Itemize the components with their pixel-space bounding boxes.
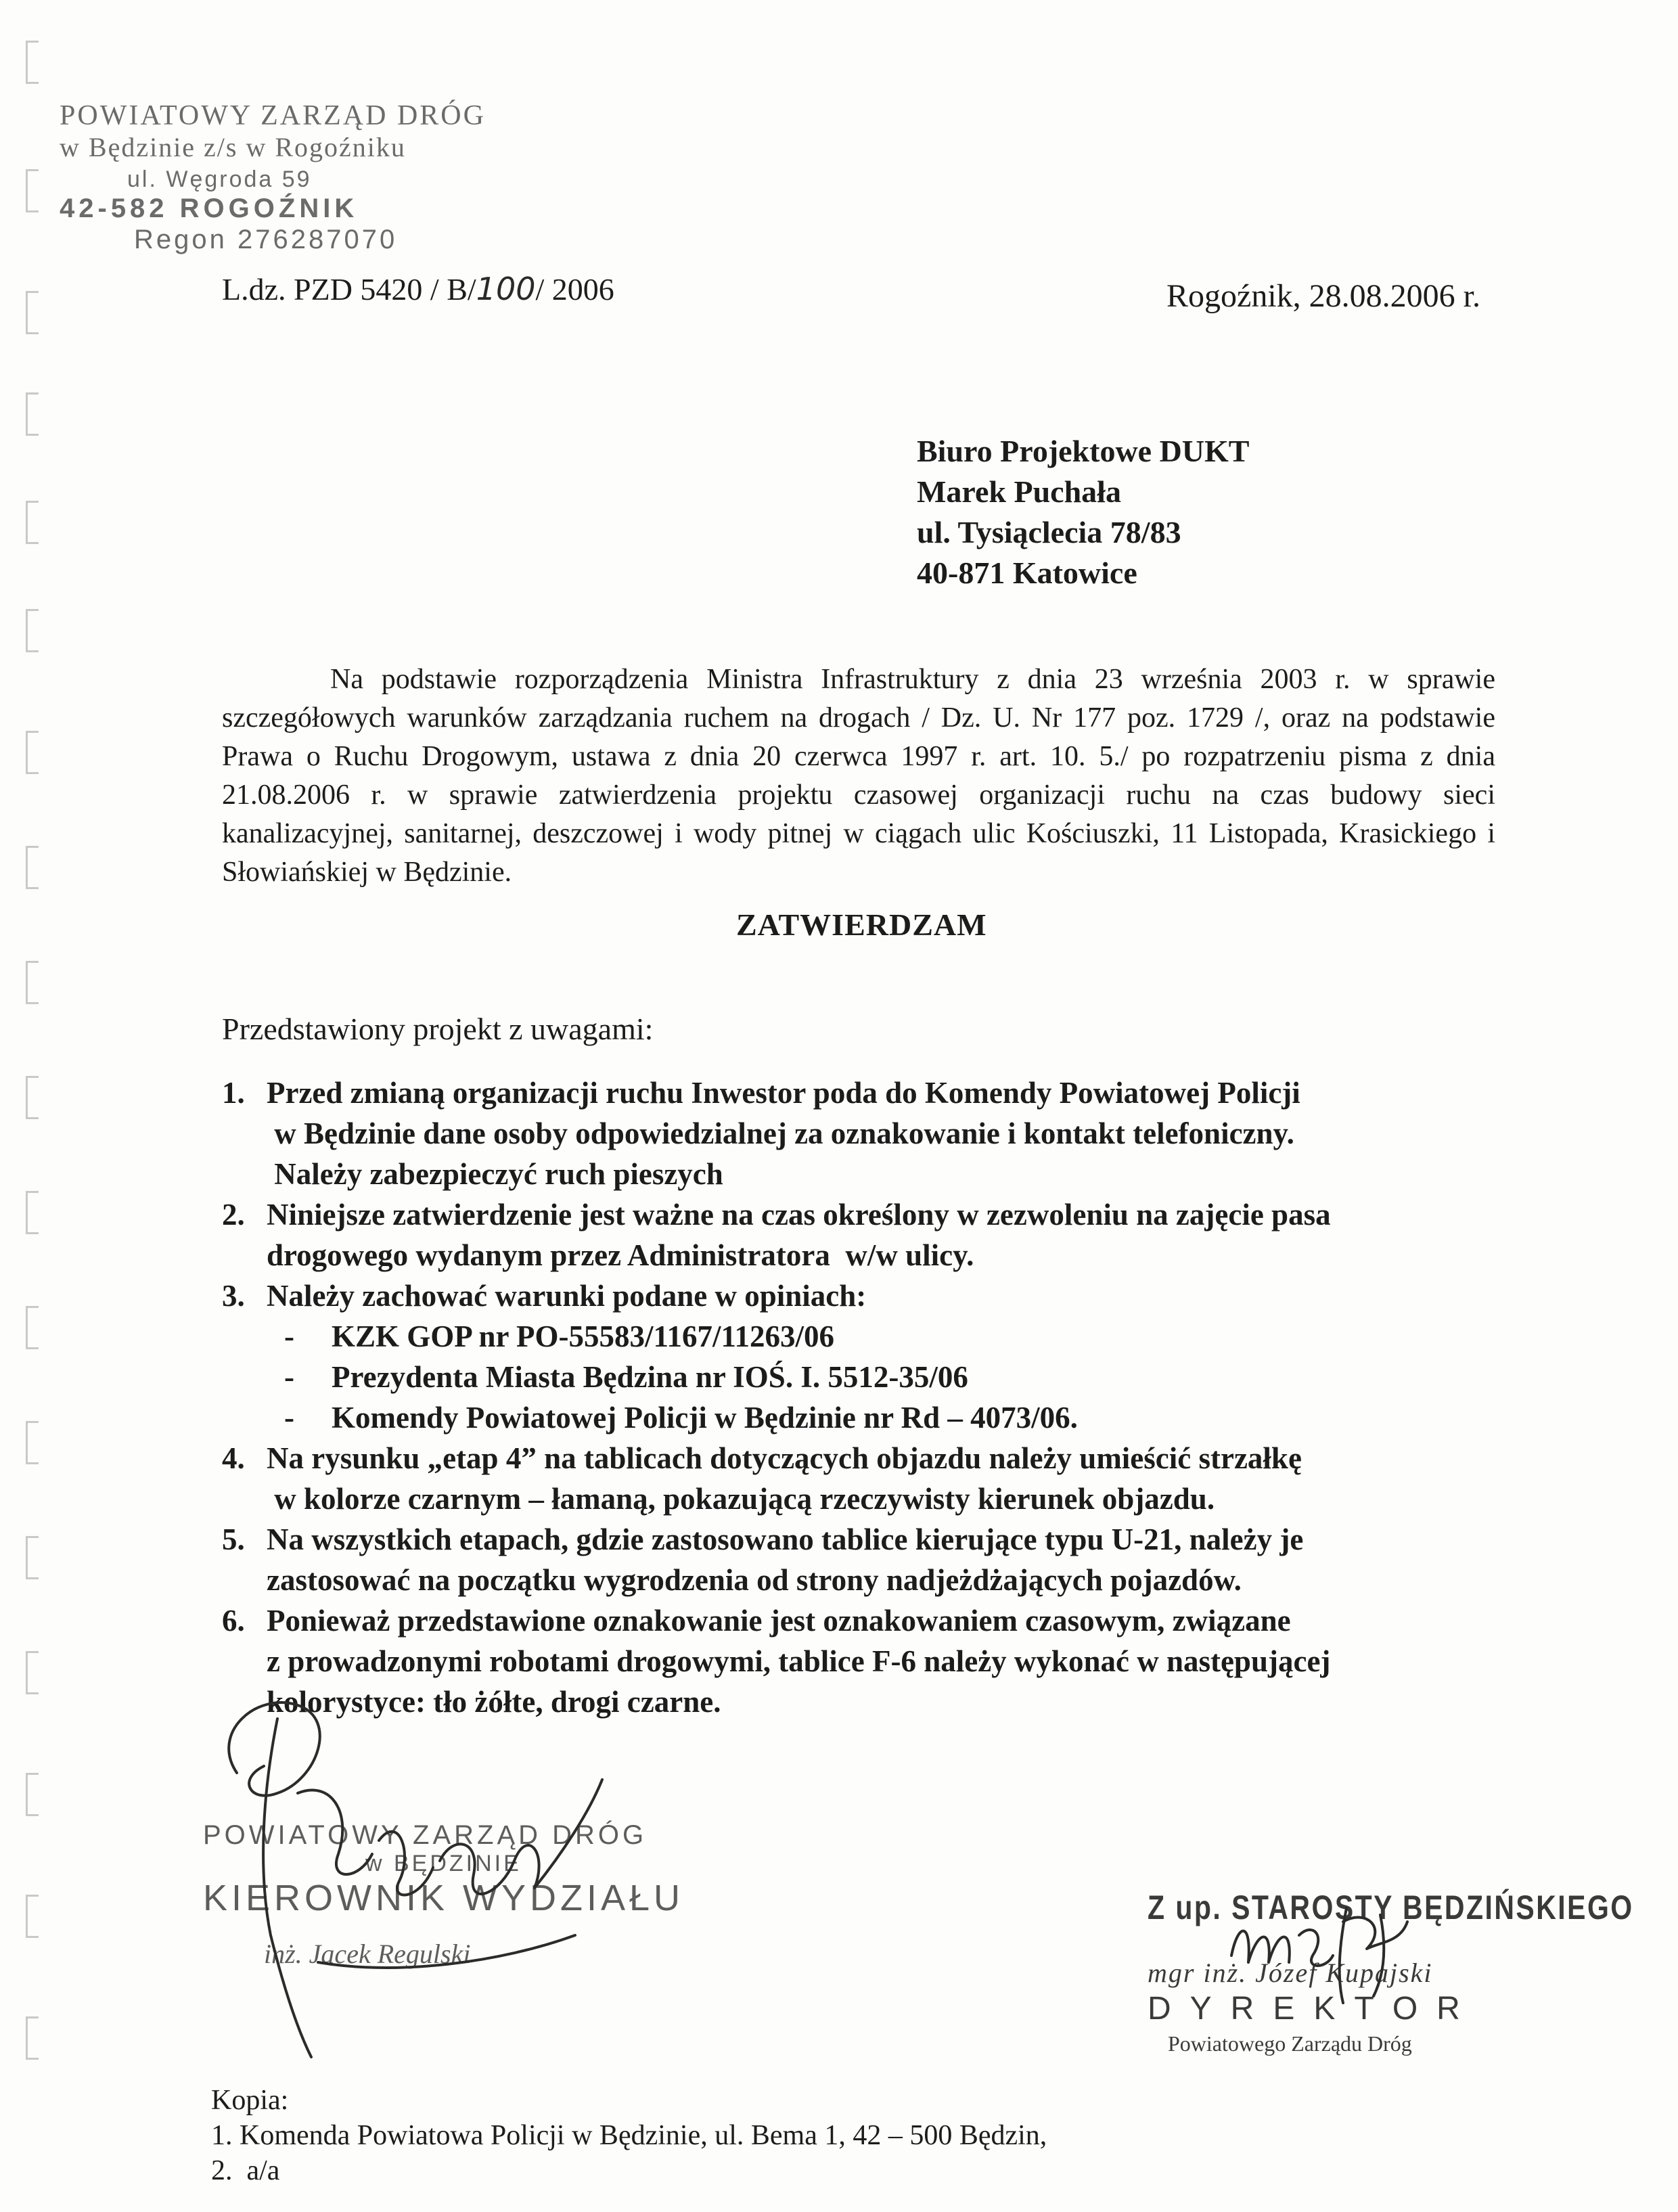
- header-stamp-line5: Regon 276287070: [134, 225, 398, 254]
- stamp-right-line2: mgr inż. Józef Kupajski: [1148, 1958, 1433, 1988]
- stamp-right-line1: Z up. STAROSTY BĘDZIŃSKIEGO: [1148, 1889, 1634, 1926]
- condition-subitem: - Komendy Powiatowej Policji w Będzinie nr Rd – 4073/06.: [222, 1397, 1507, 1438]
- condition-item: [222, 1438, 1507, 1519]
- condition-line: Należy zachować warunki podane w opiniach:: [267, 1279, 867, 1313]
- condition-line: Ponieważ przedstawione oznakowanie jest oznakowaniem czasowym, związane: [267, 1604, 1291, 1638]
- subitem-text: Prezydenta Miasta Będzina nr IOŚ. I. 5512-35/06: [332, 1360, 968, 1394]
- stamp-left-line2: w BĘDZINIE: [365, 1851, 522, 1876]
- intro-text: Na podstawie rozporządzenia Ministra Infrastruktury z dnia 23 września 2003 r. w sprawie szczegółowych warunków zarządzania ruchem na drogach / Dz. U. Nr 177 poz. 1729 /, oraz na podstawie Prawa o Ruchu Drogowym, ustawa z dnia 20 czerwca 1997 r. art. 10. 5./ po rozpatrzeniu pisma z dnia 21.08.2006 r. w sprawie zatwierdzenia projektu czasowej organizacji ruchu na czas budowy sieci kanalizacyjnej, sanitarnej, deszczowej i wody pitnej w ciągach ulic Kościuszki, 11 Listopada, Krasickiego i Słowiańskiej w Będzinie.: [222, 664, 1495, 888]
- scan-edge-mark: [26, 2016, 39, 2060]
- condition-number: 2.: [222, 1198, 245, 1232]
- addressee-line3: ul. Tysiąclecia 78/83: [917, 515, 1181, 549]
- scan-edge-mark: [26, 1895, 39, 1938]
- scan-edge-mark: [26, 501, 39, 544]
- header-stamp-line1: POWIATOWY ZARZĄD DRÓG: [60, 100, 486, 131]
- copy-section: [211, 2083, 1047, 2188]
- scan-edge-mark: [26, 1536, 39, 1579]
- header-stamp-line4: 42-582 ROGOŹNIK: [60, 194, 359, 223]
- scan-edge-mark: [26, 41, 39, 84]
- copy-heading: Kopia:: [211, 2085, 289, 2116]
- copy-item: 2. a/a: [211, 2155, 280, 2186]
- reference-number: [222, 271, 614, 307]
- header-stamp-line2: w Będzinie z/s w Rogoźniku: [60, 132, 406, 162]
- condition-number: 4.: [222, 1441, 245, 1475]
- condition-line: Należy zabezpieczyć ruch pieszych: [267, 1157, 723, 1191]
- signature-right: [1218, 1895, 1421, 2010]
- conditions-list: [222, 1073, 1507, 1722]
- reference-handwritten-number: 100: [476, 271, 536, 307]
- stamp-right-line3: DYREKTOR: [1148, 1991, 1479, 2027]
- signature-left: [196, 1678, 643, 2077]
- condition-item: [222, 1519, 1507, 1600]
- subitem-text: Komendy Powiatowej Policji w Będzinie nr Rd – 4073/06.: [332, 1401, 1078, 1435]
- intro-paragraph: [222, 660, 1495, 892]
- condition-number: 6.: [222, 1604, 245, 1638]
- condition-line: z prowadzonymi robotami drogowymi, tablice F-6 należy wykonać w następującej: [267, 1644, 1331, 1678]
- condition-line: Na rysunku „etap 4” na tablicach dotyczących objazdu należy umieścić strzałkę: [267, 1441, 1302, 1475]
- approval-heading: ZATWIERDZAM: [736, 907, 987, 942]
- place-date: Rogoźnik, 28.08.2006 r.: [1166, 278, 1480, 314]
- reference-prefix: L.dz. PZD 5420 / B/: [222, 272, 476, 307]
- condition-line: zastosować na początku wygrodzenia od strony nadjeżdżających pojazdów.: [267, 1563, 1242, 1597]
- stamp-right-line4: Powiatowego Zarządu Dróg: [1168, 2031, 1412, 2056]
- addressee-line4: 40-871 Katowice: [917, 556, 1137, 590]
- scan-edge-mark: [26, 169, 39, 212]
- condition-line: kolorystyce: tło żółte, drogi czarne.: [267, 1685, 721, 1719]
- condition-line: w Będzinie dane osoby odpowiedzialnej za oznakowanie i kontakt telefoniczny.: [267, 1116, 1294, 1150]
- scan-edge-mark: [26, 1306, 39, 1349]
- scan-edge-mark: [26, 731, 39, 774]
- addressee-line2: Marek Puchała: [917, 474, 1121, 509]
- addressee-block: [917, 431, 1250, 593]
- condition-number: 5.: [222, 1522, 245, 1556]
- condition-item: [222, 1194, 1507, 1276]
- scan-edge-mark: [26, 1191, 39, 1234]
- scan-edge-mark: [26, 609, 39, 652]
- reference-suffix: / 2006: [535, 272, 614, 307]
- stamp-left-line3: KIEROWNIK WYDZIAŁU: [203, 1878, 685, 1918]
- condition-item: [222, 1276, 1507, 1316]
- stamp-left-line4: inż. Jacek Regulski: [264, 1939, 471, 1969]
- presented-line: Przedstawiony projekt z uwagami:: [222, 1012, 654, 1046]
- scan-edge-mark: [26, 846, 39, 889]
- scan-edge-mark: [26, 1651, 39, 1694]
- condition-number: 3.: [222, 1279, 245, 1313]
- header-stamp-line3: ul. Węgroda 59: [127, 166, 312, 192]
- condition-item: [222, 1073, 1507, 1194]
- condition-line: Na wszystkich etapach, gdzie zastosowano tablice kierujące typu U-21, należy je: [267, 1522, 1304, 1556]
- condition-number: 1.: [222, 1076, 245, 1110]
- scan-edge-mark: [26, 961, 39, 1004]
- copy-item: 1. Komenda Powiatowa Policji w Będzinie, ul. Bema 1, 42 – 500 Będzin,: [211, 2120, 1047, 2151]
- condition-subitem: - KZK GOP nr PO-55583/1167/11263/06: [222, 1316, 1507, 1357]
- condition-subitem: - Prezydenta Miasta Będzina nr IOŚ. I. 5512-35/06: [222, 1357, 1507, 1397]
- addressee-line1: Biuro Projektowe DUKT: [917, 434, 1250, 468]
- scan-edge-mark: [26, 1076, 39, 1119]
- condition-line: drogowego wydanym przez Administratora w/w ulicy.: [267, 1238, 974, 1272]
- scan-edge-mark: [26, 291, 39, 334]
- header-stamp: [60, 101, 486, 253]
- scan-edge-mark: [26, 1421, 39, 1464]
- condition-line: Przed zmianą organizacji ruchu Inwestor poda do Komendy Powiatowej Policji: [267, 1076, 1300, 1110]
- scan-edge-mark: [26, 1773, 39, 1816]
- stamp-left-line1: POWIATOWY ZARZĄD DRÓG: [203, 1820, 648, 1850]
- condition-line: Niniejsze zatwierdzenie jest ważne na czas określony w zezwoleniu na zajęcie pasa: [267, 1198, 1331, 1232]
- subitem-text: KZK GOP nr PO-55583/1167/11263/06: [332, 1319, 834, 1353]
- scan-edge-mark: [26, 392, 39, 436]
- condition-line: w kolorze czarnym – łamaną, pokazującą rzeczywisty kierunek objazdu.: [267, 1482, 1215, 1516]
